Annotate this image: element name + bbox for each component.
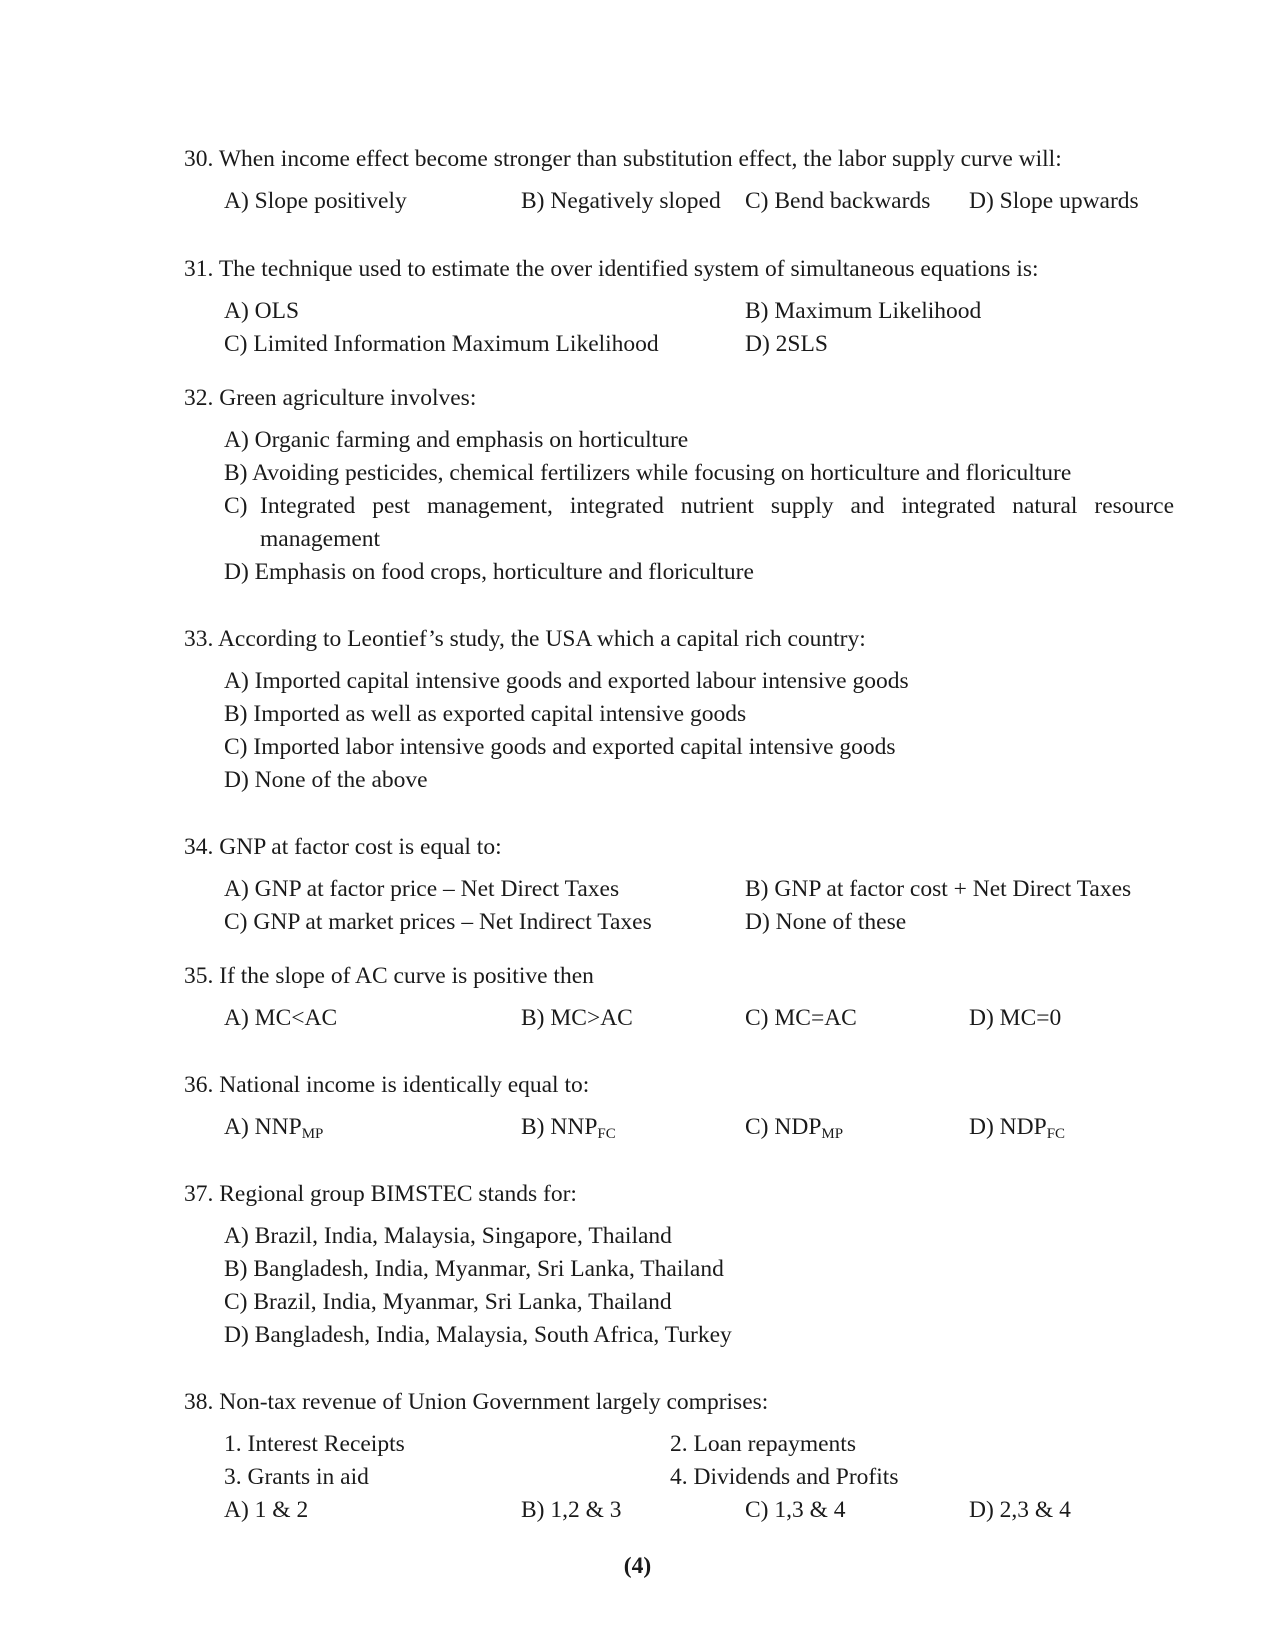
q33-option-d: D) None of the above [224,767,428,793]
question-30: 30. When income effect become stronger than substitution effect, the labor supply curve will: [184,146,1062,172]
question-31: 31. The technique used to estimate the over identified system of simultaneous equations is: [184,256,1039,282]
q31-option-a: A) OLS [224,298,300,324]
q36-option-c-main: C) NDP [745,1114,822,1140]
q35-option-a: A) MC<AC [224,1005,338,1031]
q37-option-a: A) Brazil, India, Malaysia, Singapore, Thailand [224,1223,672,1249]
q33-option-a: A) Imported capital intensive goods and exported labour intensive goods [224,668,909,694]
q30-option-c: C) Bend backwards [745,188,931,214]
q38-option-d: D) 2,3 & 4 [969,1497,1071,1523]
q36-option-d-sub: FC [1046,1126,1066,1142]
q38-item-2: 2. Loan repayments [670,1431,856,1457]
q37-option-c: C) Brazil, India, Myanmar, Sri Lanka, Thailand [224,1289,672,1315]
question-37: 37. Regional group BIMSTEC stands for: [184,1181,577,1207]
q37-option-b: B) Bangladesh, India, Myanmar, Sri Lanka, Thailand [224,1256,724,1282]
q32-option-d: D) Emphasis on food crops, horticulture and floriculture [224,559,754,585]
q32-option-b: B) Avoiding pesticides, chemical fertilizers while focusing on horticulture and floriculture [224,460,1072,486]
q36-option-a-main: A) NNP [224,1114,302,1140]
q37-option-d: D) Bangladesh, India, Malaysia, South Africa, Turkey [224,1322,732,1348]
question-35: 35. If the slope of AC curve is positive then [184,963,594,989]
q33-option-b: B) Imported as well as exported capital intensive goods [224,701,747,727]
q34-option-c: C) GNP at market prices – Net Indirect Taxes [224,909,652,935]
q38-item-4: 4. Dividends and Profits [670,1464,899,1490]
q38-item-3: 3. Grants in aid [224,1464,369,1490]
q36-option-a-sub: MP [301,1126,324,1142]
q36-option-b [521,1116,616,1142]
q33-option-c: C) Imported labor intensive goods and exported capital intensive goods [224,734,896,760]
q38-item-1: 1. Interest Receipts [224,1431,405,1457]
q32-option-c-line2: management [260,526,381,552]
q36-option-d [969,1116,1065,1142]
question-33: 33. According to Leontief’s study, the USA which a capital rich country: [184,626,866,652]
q36-option-c-sub: MP [821,1126,844,1142]
q31-option-b: B) Maximum Likelihood [745,298,982,324]
q34-option-d: D) None of these [745,909,907,935]
q36-option-d-main: D) NDP [969,1114,1047,1140]
q38-option-b: B) 1,2 & 3 [521,1497,622,1523]
question-34: 34. GNP at factor cost is equal to: [184,834,502,860]
q35-option-d: D) MC=0 [969,1005,1062,1031]
q36-option-c [745,1116,843,1142]
q32-option-a: A) Organic farming and emphasis on horticulture [224,427,689,453]
question-36: 36. National income is identically equal to: [184,1072,590,1098]
q32-option-c-label: C) [224,493,248,519]
q38-option-c: C) 1,3 & 4 [745,1497,846,1523]
q31-option-c: C) Limited Information Maximum Likelihood [224,331,659,357]
question-38: 38. Non-tax revenue of Union Government largely comprises: [184,1389,769,1415]
q38-option-a: A) 1 & 2 [224,1497,309,1523]
q31-option-d: D) 2SLS [745,331,828,357]
question-32: 32. Green agriculture involves: [184,385,477,411]
q35-option-c: C) MC=AC [745,1005,857,1031]
q30-option-a: A) Slope positively [224,188,407,214]
q35-option-b: B) MC>AC [521,1005,633,1031]
q30-option-b: B) Negatively sloped [521,188,721,214]
page-number: (4) [623,1553,652,1579]
q36-option-a [224,1116,323,1142]
q30-option-d: D) Slope upwards [969,188,1139,214]
q34-option-a: A) GNP at factor price – Net Direct Taxes [224,876,620,902]
q32-option-c-line1: Integrated pest management, integrated nutrient supply and integrated natural resource [260,493,1174,519]
q34-option-b: B) GNP at factor cost + Net Direct Taxes [745,876,1132,902]
q36-option-b-main: B) NNP [521,1114,598,1140]
q36-option-b-sub: FC [597,1126,616,1142]
